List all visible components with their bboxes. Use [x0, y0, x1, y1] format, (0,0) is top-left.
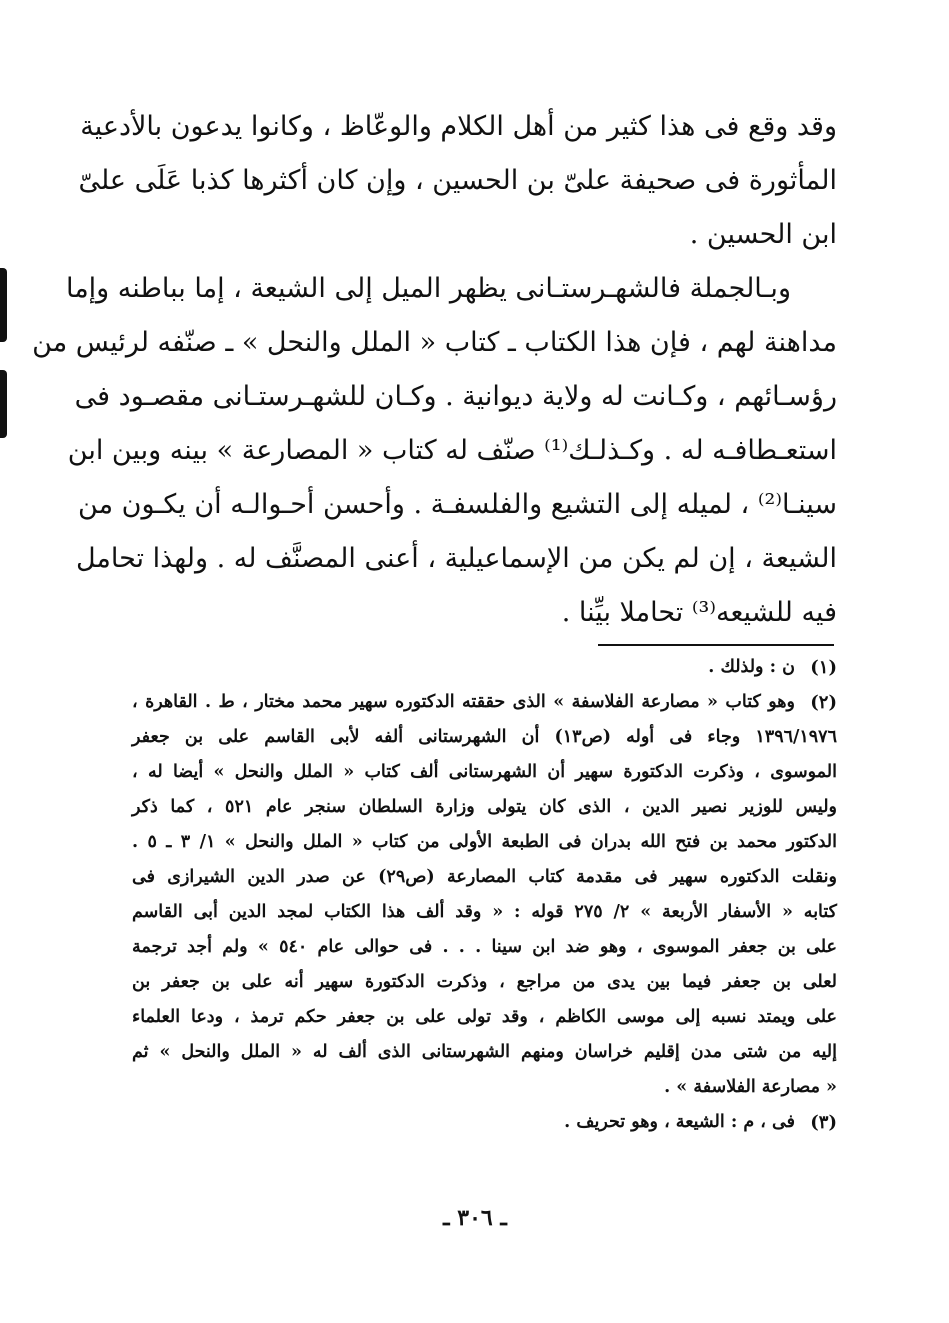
text-line: مداهنة لهم ، فإن هذا الكتاب ـ كتاب « الملل والنحل » ـ صنّفه لرئيس من — [32, 327, 837, 358]
binding-shadow-mark — [0, 370, 7, 438]
footnote-line: وليس للوزير نصير الدين ، الذى كان يتولى وزارة السلطان سنجر عام ٥٢١ ، كما ذكر — [132, 797, 837, 817]
text-line: الشيعة ، إن لم يكن من الإسماعيلية ، أعنى المصنَّف له . ولهذا تحامل — [75, 543, 837, 574]
footnote-2 — [132, 685, 837, 1105]
footnote-line: ن : ولذلك . — [708, 657, 795, 677]
footnote-number: (٣) — [810, 1112, 837, 1133]
footnote-line: « مصارعة الفلاسفة » . — [664, 1077, 837, 1097]
footnote-line: ١٣٩٦/١٩٧٦ وجاء فى أوله (ص١٣) أن الشهرستانى ألفه لأبى القاسم على بن جعفر — [132, 727, 837, 747]
footnote-line: الموسوى ، وذكرت الدكتورة سهير أن الشهرستانى ألف كتاب « الملل والنحل » أيضا له ، — [132, 762, 837, 782]
text-line: وبـالجملة فالشهـرستـانى يظهر الميل إلى الشيعة ، إما بباطنه وإما — [65, 273, 791, 304]
footnote-line: الدكتور محمد بن فتح الله بدران فى الطبعة الأولى من كتاب « الملل والنحل » ١/ ٣ ـ ٥ . — [132, 832, 838, 852]
footnote-line: على ويمتد نسبه إلى موسى الكاظم ، وقد تولى على بن جعفر حكم ترمذ ، ودعا العلماء — [132, 1007, 837, 1027]
text-line: المأثورة فى صحيفة علىّ بن الحسين ، وإن كان أكثرها كذبا عَلَى علىّ — [78, 165, 837, 196]
binding-shadow-mark — [0, 268, 7, 342]
footnote-1 — [132, 650, 837, 685]
text-line: فيه للشيعه⁽³⁾ تحاملا بيِّنا . — [561, 597, 837, 628]
footnote-line: كتابه « الأسفار الأربعة » ٢/ ٢٧٥ قوله : « وقد ألف هذا الكتاب لمجد الدين أبى القاسم — [132, 902, 838, 922]
page-number: ـ ٣٠٦ ـ — [443, 1205, 507, 1231]
text-line: سينـا⁽²⁾ ، لميله إلى التشيع والفلسفـة . وأحسن أحـوالـه أن يكـون من — [78, 489, 837, 520]
footnote-line: إليه من شتى مدن إقليم خراسان ومنهم الشهرستانى الذى ألف له « الملل والنحل » ثم — [132, 1042, 837, 1062]
footnote-line: ونقلت الدكتوره سهير فى مقدمة كتاب المصارعة (ص٢٩) عن صدر الدين الشيرازى فى — [132, 867, 838, 887]
footnote-separator — [598, 644, 834, 646]
text-line: رؤسـائهم ، وكـانت له ولاية ديوانية . وكـان للشهـرستـانى مقصـود فى — [74, 381, 837, 412]
footnotes — [132, 650, 837, 1140]
text-line: استعـطافـه له . وكـذلـك⁽¹⁾ صنّف له كتاب « المصارعة » بينه وبين ابن — [67, 435, 837, 466]
footnote-number: (١) — [810, 657, 837, 678]
main-text — [32, 100, 837, 640]
footnote-3 — [132, 1105, 837, 1140]
footnote-line: لعلى بن جعفر فيما بين يدى من مراجع ، وذكرت الدكتورة سهير أنه على بن جعفر بن — [132, 972, 837, 992]
footnote-line: على بن جعفر الموسوى ، وهو ضد ابن سينا . . . فى حوالى عام ٥٤٠ » ولم أجد ترجمة — [132, 937, 837, 957]
footnote-number: (٢) — [810, 692, 837, 713]
footnote-line: وهو كتاب « مصارعة الفلاسفة » الذى حققته الدكتوره سهير محمد مختار ، ط . القاهرة ، — [132, 692, 795, 712]
footnote-line: فى ، م : الشيعة ، وهو تحريف . — [564, 1112, 795, 1132]
text-line: وقد وقع فى هذا كثير من أهل الكلام والوعّاظ ، وكانوا يدعون بالأدعية — [80, 111, 837, 142]
text-line: ابن الحسين . — [689, 219, 837, 250]
